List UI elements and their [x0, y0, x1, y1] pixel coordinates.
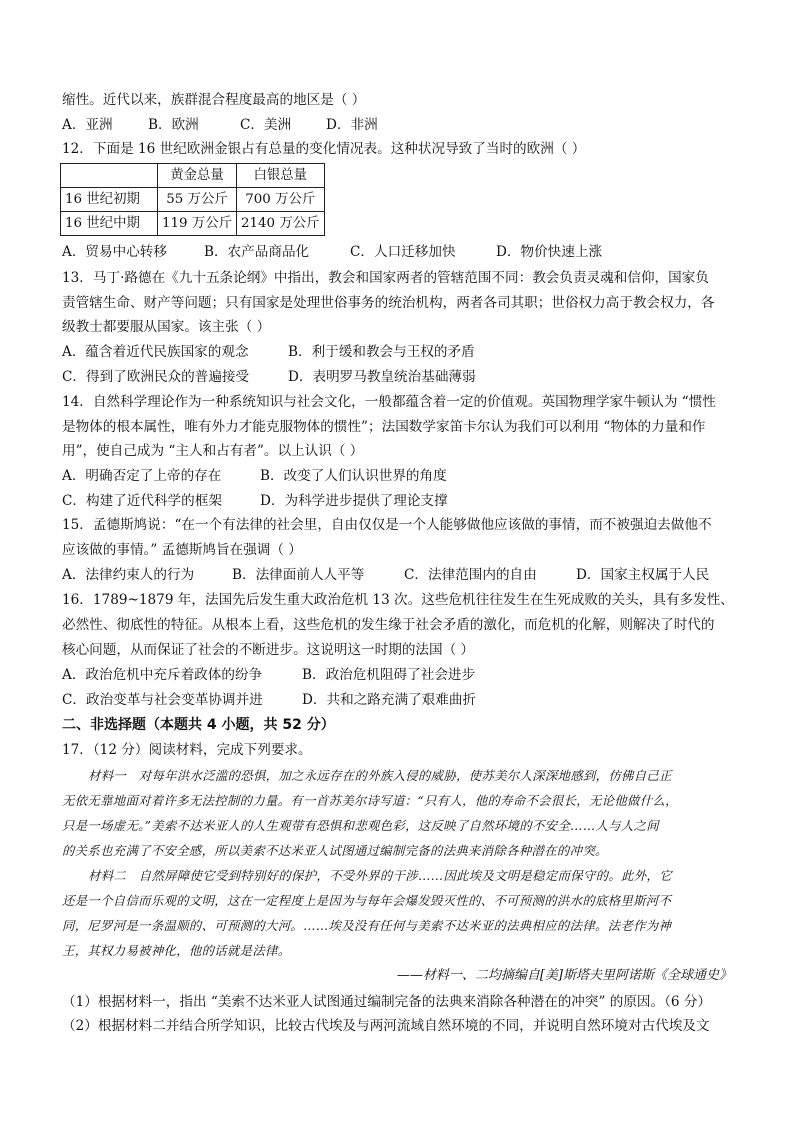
material-source: ——材料一、二均摘编自[美]斯塔夫里阿诺斯《全球通史》: [396, 968, 732, 983]
table-row: [61, 188, 325, 212]
q12-option-b[interactable]: B．农产品商品化: [204, 244, 310, 260]
q15-option-c[interactable]: C．法律范围内的自由: [404, 567, 537, 583]
table-cell: 700 万公斤: [237, 188, 325, 212]
gold-silver-table: [60, 163, 325, 236]
q13-option-c[interactable]: C．得到了欧洲民众的普遍接受: [62, 369, 250, 385]
q14-options-row2: [62, 491, 448, 515]
q11-option-b[interactable]: B．欧洲: [148, 117, 199, 133]
q15-option-a[interactable]: A．法律约束人的行为: [62, 567, 195, 583]
table-row: [61, 212, 325, 236]
q12-stem: 12．下面是 16 世纪欧洲金银占有总量的变化情况表。这种状况导致了当时的欧洲（ ）: [62, 141, 586, 157]
q11-options: [62, 115, 378, 139]
q14-line: 14．自然科学理论作为一种系统知识与社会文化，一般都蕴含着一定的价值观。英国物理学家牛顿认为 “惯性: [62, 394, 716, 410]
material2-line: 还是一个自信而乐观的文明，这在一定程度上是因为与每年会爆发毁灭性的、不可预测的洪水的底格里斯河不: [62, 893, 672, 908]
q12-options: [62, 242, 602, 266]
q14-options-row1: [62, 466, 447, 490]
q16-option-d[interactable]: D．共和之路充满了艰难曲折: [302, 692, 477, 708]
q15-line: 应该做的事情。” 孟德斯鸠旨在强调（ ）: [62, 542, 302, 558]
q13-option-a[interactable]: A．蕴含着近代民族国家的观念: [62, 344, 249, 360]
q15-option-d[interactable]: D．国家主权属于人民: [576, 567, 710, 583]
q16-option-b[interactable]: B．政治危机阻碍了社会进步: [302, 667, 476, 683]
q16-line: 必然性、彻底性的特征。从根本上看，这些危机的发生缘于社会矛盾的激化，而危机的化解，则解决了时代的: [62, 617, 715, 633]
q11-option-c[interactable]: C．美洲: [240, 117, 292, 133]
q16-option-a[interactable]: A．政治危机中充斥着政体的纷争: [62, 667, 263, 683]
q14-line: 是物体的根本属性，唯有外力才能克服物体的惯性”；法国数学家笛卡尔认为我们可以利用 “物体的力量和作: [62, 419, 706, 435]
material2-line: 同，尼罗河是一条温顺的、可预测的大河。……埃及没有任何与美索不达米亚的法典相应的法律。法老作为神: [62, 918, 672, 933]
q13-options-row1: [62, 342, 475, 366]
material2-line: 材料二 自然屏障使它受到特别好的保护，不受外界的干涉……因此埃及文明是稳定而保守的。此外，它: [88, 868, 672, 883]
q11-option-a[interactable]: A．亚洲: [62, 117, 113, 133]
table-cell: 16 世纪中期: [61, 212, 158, 236]
q13-line: 责管辖生命、财产等问题；只有国家是处理世俗事务的统治机构，两者各司其职；世俗权力高于教会权力，各: [62, 295, 715, 311]
q13-line: 级教士都要服从国家。该主张（ ）: [62, 319, 271, 335]
q14-option-b[interactable]: B．改变了人们认识世界的角度: [260, 468, 447, 484]
q17-stem: 17．（12 分）阅读材料，完成下列要求。: [62, 742, 312, 758]
section-heading: 二、非选择题（本题共 4 小题，共 52 分）: [62, 717, 335, 733]
q14-option-c[interactable]: C．构建了近代科学的框架: [62, 493, 222, 509]
material2-line: 王，其权力易被神化，他的话就是法律。: [62, 943, 291, 958]
material1-line: 无依无靠地面对着许多无法控制的力量。有一首苏美尔诗写道：“只有人，他的寿命不会很长，无论他做什么，: [62, 793, 678, 808]
q13-line: 13．马丁·路德在《九十五条论纲》中指出，教会和国家两者的管辖范围不同：教会负责灵魂和信仰，国家负: [62, 270, 709, 286]
q15-option-b[interactable]: B．法律面前人人平等: [232, 567, 365, 583]
q16-line: 核心问题，从而保证了社会的不断进步。这说明这一时期的法国（ ）: [62, 642, 475, 658]
q13-options-row2: [62, 367, 476, 391]
table-cell: 55 万公斤: [158, 188, 237, 212]
table-header-row: [61, 164, 325, 188]
q11-option-d[interactable]: D．非洲: [326, 117, 378, 133]
q15-options: [62, 565, 709, 589]
q12-option-c[interactable]: C．人口迁移加快: [350, 244, 456, 260]
q16-options-row1: [62, 665, 475, 689]
q17-sub2: （2）根据材料二并结合所学知识，比较古代埃及与两河流域自然环境的不同，并说明自然环境对古代埃及文: [62, 1018, 710, 1034]
table-cell: 2140 万公斤: [237, 212, 325, 236]
q11-line: 缩性。近代以来，族群混合程度最高的地区是（ ）: [62, 92, 366, 108]
table-header-cell: 黄金总量: [158, 164, 237, 188]
q16-options-row2: [62, 690, 476, 714]
material1-line: 只是一场虚无。”美索不达米亚人的人生观带有恐惧和悲观色彩，这反映了自然环境的不安全……人与人之间: [62, 818, 659, 833]
table-cell: 16 世纪初期: [61, 188, 158, 212]
q13-option-b[interactable]: B．利于缓和教会与王权的矛盾: [288, 344, 475, 360]
q14-line: 用”，使自己成为 “主人和占有者”。以上认识（ ）: [62, 443, 364, 459]
q14-option-d[interactable]: D．为科学进步提供了理论支撑: [260, 493, 448, 509]
q12-option-a[interactable]: A．贸易中心转移: [62, 244, 167, 260]
q16-line: 16．1789~1879 年，法国先后发生重大政治危机 13 次。这些危机往往发生在生死成败的关头，具有多发性、: [62, 592, 734, 608]
q12-option-d[interactable]: D．物价快速上涨: [496, 244, 603, 260]
table-header-cell: 白银总量: [237, 164, 325, 188]
q14-option-a[interactable]: A．明确否定了上帝的存在: [62, 468, 222, 484]
table-cell: 119 万公斤: [158, 212, 237, 236]
q13-option-d[interactable]: D．表明罗马教皇统治基础薄弱: [288, 369, 476, 385]
q17-sub1: （1）根据材料一，指出 “美索不达米亚人试图通过编制完备的法典来消除各种潜在的冲突” 的原因。（6 分）: [62, 994, 712, 1010]
material1-line: 的关系也充满了不安全感，所以美索不达米亚人试图通过编制完备的法典来消除各种潜在的冲突。: [62, 843, 608, 858]
table-header-cell: [61, 164, 158, 188]
material1-line: 材料一 对每年洪水泛滥的恐惧，加之永远存在的外族入侵的威胁，使苏美尔人深深地感到，仿佛自己正: [88, 768, 672, 783]
q15-line: 15．孟德斯鸠说：“在一个有法律的社会里，自由仅仅是一个人能够做他应该做的事情，而不被强迫去做他不: [62, 517, 712, 533]
q16-option-c[interactable]: C．政治变革与社会变革协调并进: [62, 692, 263, 708]
